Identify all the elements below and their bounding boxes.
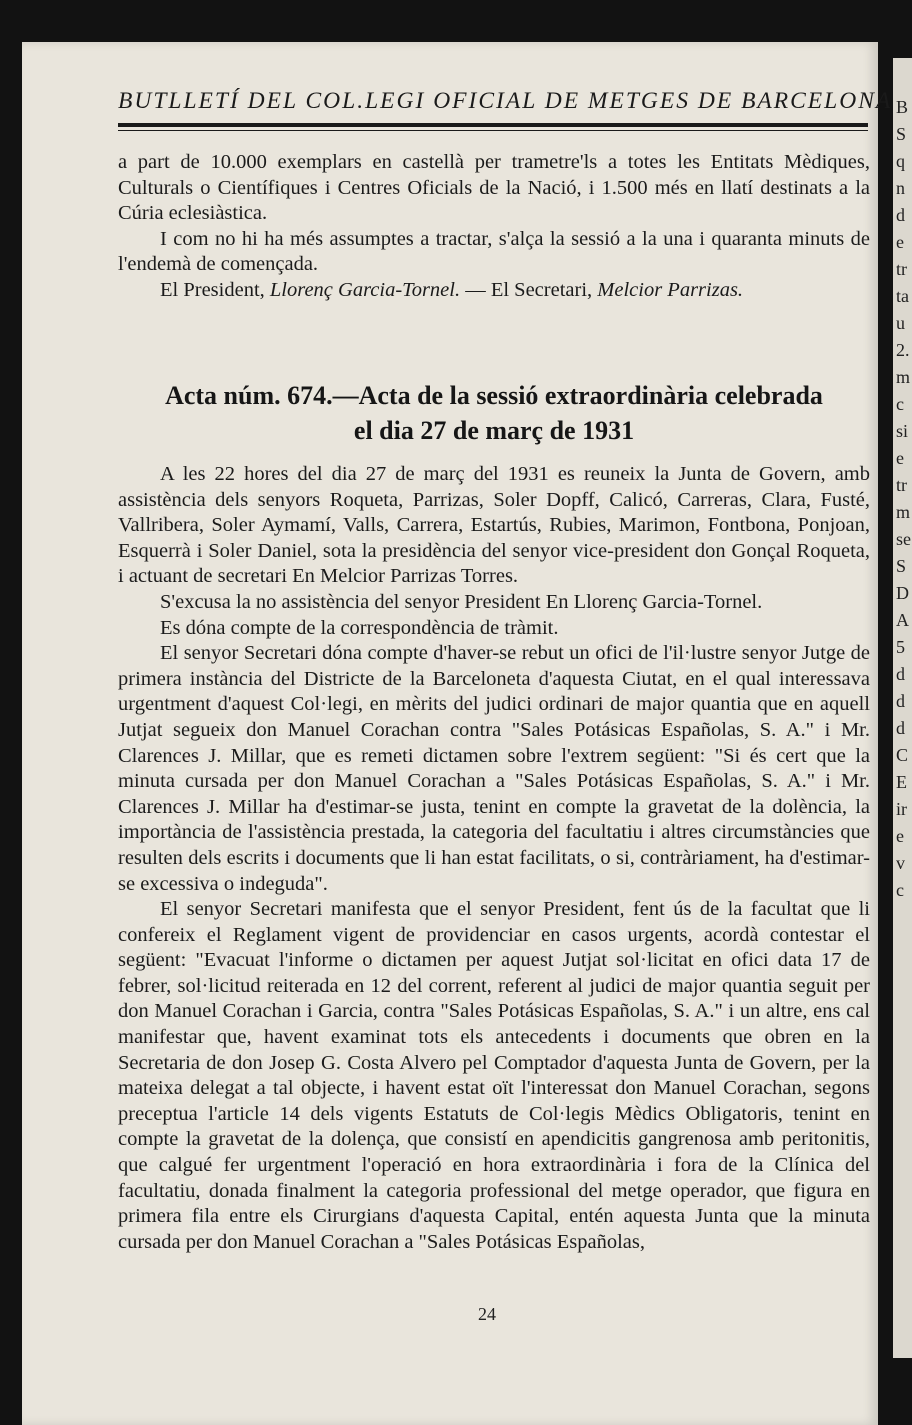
facing-page-fragment: S — [896, 124, 907, 144]
facing-page-fragment: 2. — [896, 340, 910, 360]
page-number: 24 — [478, 1304, 496, 1324]
president-label: El President, — [160, 278, 265, 301]
facing-page-fragment: B — [896, 97, 909, 117]
top-section — [118, 150, 870, 304]
president-name: Llorenç Garcia-Tornel. — [269, 278, 461, 301]
facing-page-fragment: 5 — [896, 637, 905, 657]
secretary-label: El Secretari, — [490, 278, 593, 301]
facing-page-fragment: ta — [896, 286, 909, 306]
facing-page-fragment: S — [896, 556, 907, 576]
facing-page-fragment: c — [896, 394, 904, 414]
paragraph: S'excusa la no assistència del senyor President En Llorenç Garcia-Tornel. — [160, 590, 763, 613]
facing-page-fragment: e — [896, 232, 904, 252]
acta-title-line: Acta núm. 674.—Acta de la sessió extraordinària celebrada — [165, 381, 823, 410]
facing-page-fragment: d — [896, 691, 905, 711]
facing-page-fragment: d — [896, 205, 905, 225]
facing-page-fragment: si — [896, 421, 909, 441]
facing-page-edge — [893, 58, 912, 1358]
acta-title-date: el dia 27 de març de 1931 — [353, 416, 635, 445]
header-rule-thin — [118, 130, 868, 131]
facing-page-fragment: ir — [896, 799, 907, 819]
facing-page-fragment: e — [896, 826, 904, 846]
facing-page-fragment: se — [896, 529, 911, 549]
paragraph: El senyor Secretari dóna compte d'haver-se rebut un ofici de l'il·lustre senyor Jutge de primera instància del Districte de la Barceloneta d'aquesta Ciutat, en el qual interessava urgentment d'aquest Col·legi, en mèrits del judici ordinari de major quantia que en aquell Jutjat segueix don Manuel Corachan contra "Sales Potásicas Españolas, S. A." i Mr. Clarences J. Millar, que es remeti dictamen sobre l'extrem següent: "Si és cert que la minuta cursada per don Manuel Corachan a "Sales Potásicas Españolas, S. A." i Mr. Clarences J. Millar ha d'estimar-se justa, tenint en compte la gravetat de la dolència, la importància de l'assistència prestada, la categoria del facultatiu i altres circumstàncies que resulten dels escrits i documents que li han estat facilitats, o si, contràriament, ha d'estimar-se excessiva o indeguda". — [118, 642, 870, 895]
facing-page-fragment: m — [896, 502, 911, 522]
secretary-name: Melcior Parrizas. — [597, 278, 744, 301]
facing-page-fragment: v — [896, 853, 905, 873]
facing-page-fragment: C — [896, 745, 909, 765]
facing-page-fragment: u — [896, 313, 905, 333]
paragraph: A les 22 hores del dia 27 de març del 1931 es reuneix la Junta de Govern, amb assistència dels senyors Roqueta, Parrizas, Soler Dopff, Calicó, Carreras, Clara, Fusté, Vallribera, Soler Aymamí, Valls, Carrera, Estartús, Rubies, Marimon, Fontbona, Ponjoan, Esquerrà i Soler Daniel, sota la presidència del senyor vice-president don Gonçal Roqueta, i actuant de secretari En Melcior Parrizas Torres. — [118, 463, 870, 588]
running-header: BUTLLETÍ DEL COL.LEGI OFICIAL DE METGES DE BARCELONA — [118, 88, 893, 114]
facing-page-fragment: E — [896, 772, 907, 792]
facing-page-fragment: c — [896, 880, 904, 900]
facing-page-fragment: D — [896, 583, 909, 603]
facing-page-fragment: e — [896, 448, 904, 468]
facing-page-fragment: A — [896, 610, 909, 630]
facing-page-fragment: tr — [896, 259, 907, 279]
acta-title — [118, 378, 870, 448]
facing-page-fragment: n — [896, 178, 905, 198]
facing-page-fragment: q — [896, 151, 905, 171]
paragraph: El senyor Secretari manifesta que el senyor President, fent ús de la facultat que li confereix el Reglament vigent de providenciar en casos urgents, acordà contestar el següent: "Evacuat l'informe o dictamen per aquest Jutjat sol·licitat en ofici data 17 de febrer, sol·licitud reiterada en 12 del corrent, referent al judici de major quantia seguit per don Manuel Corachan i Garcia, contra "Sales Potásicas Españolas, S. A." i un altre, ens cal manifestar que, havent examinat tots els antecedents i documents que obren en la Secretaria de don Josep G. Costa Alvero pel Comptador d'aquesta Junta de Govern, per la mateixa delegat a tal objecte, i havent estat oït l'interessat don Manuel Corachan, segons preceptua l'article 14 dels vigents Estatuts de Col·legis Mèdics Obligatoris, tenint en compte la gravetat de la dolença, que consistí en apendicitis gangrenosa amb peritonitis, que calgué fer urgentment l'operació en hora extraordinària i fora de la Clínica del facultatiu, donada finalment la categoria professional del metge operador, que figura en primera fila entre els Cirurgians d'aquesta Capital, entén aquesta Junta que la minuta cursada per don Manuel Corachan a "Sales Potásicas Españolas, — [118, 898, 870, 1253]
paragraph: I com no hi ha més assumptes a tractar, s'alça la sessió a la una i quaranta minuts de l'endemà de començada. — [118, 227, 870, 276]
signature-line — [118, 278, 870, 304]
signature-separator: — — [465, 278, 486, 301]
header-rule — [118, 123, 868, 127]
paragraph: a part de 10.000 exemplars en castellà per trametre'ls a totes les Entitats Mèdiques, Culturals o Científiques i Centres Oficials de la Nació, i 1.500 més en llatí destinats a la Cúria eclesiàstica. — [118, 151, 870, 225]
facing-page-fragment: m — [896, 367, 911, 387]
facing-page-fragment: d — [896, 664, 905, 684]
acta-body — [118, 462, 870, 1255]
facing-page-fragment: tr — [896, 475, 907, 495]
paragraph: Es dóna compte de la correspondència de tràmit. — [160, 616, 559, 639]
facing-page-fragment: d — [896, 718, 905, 738]
